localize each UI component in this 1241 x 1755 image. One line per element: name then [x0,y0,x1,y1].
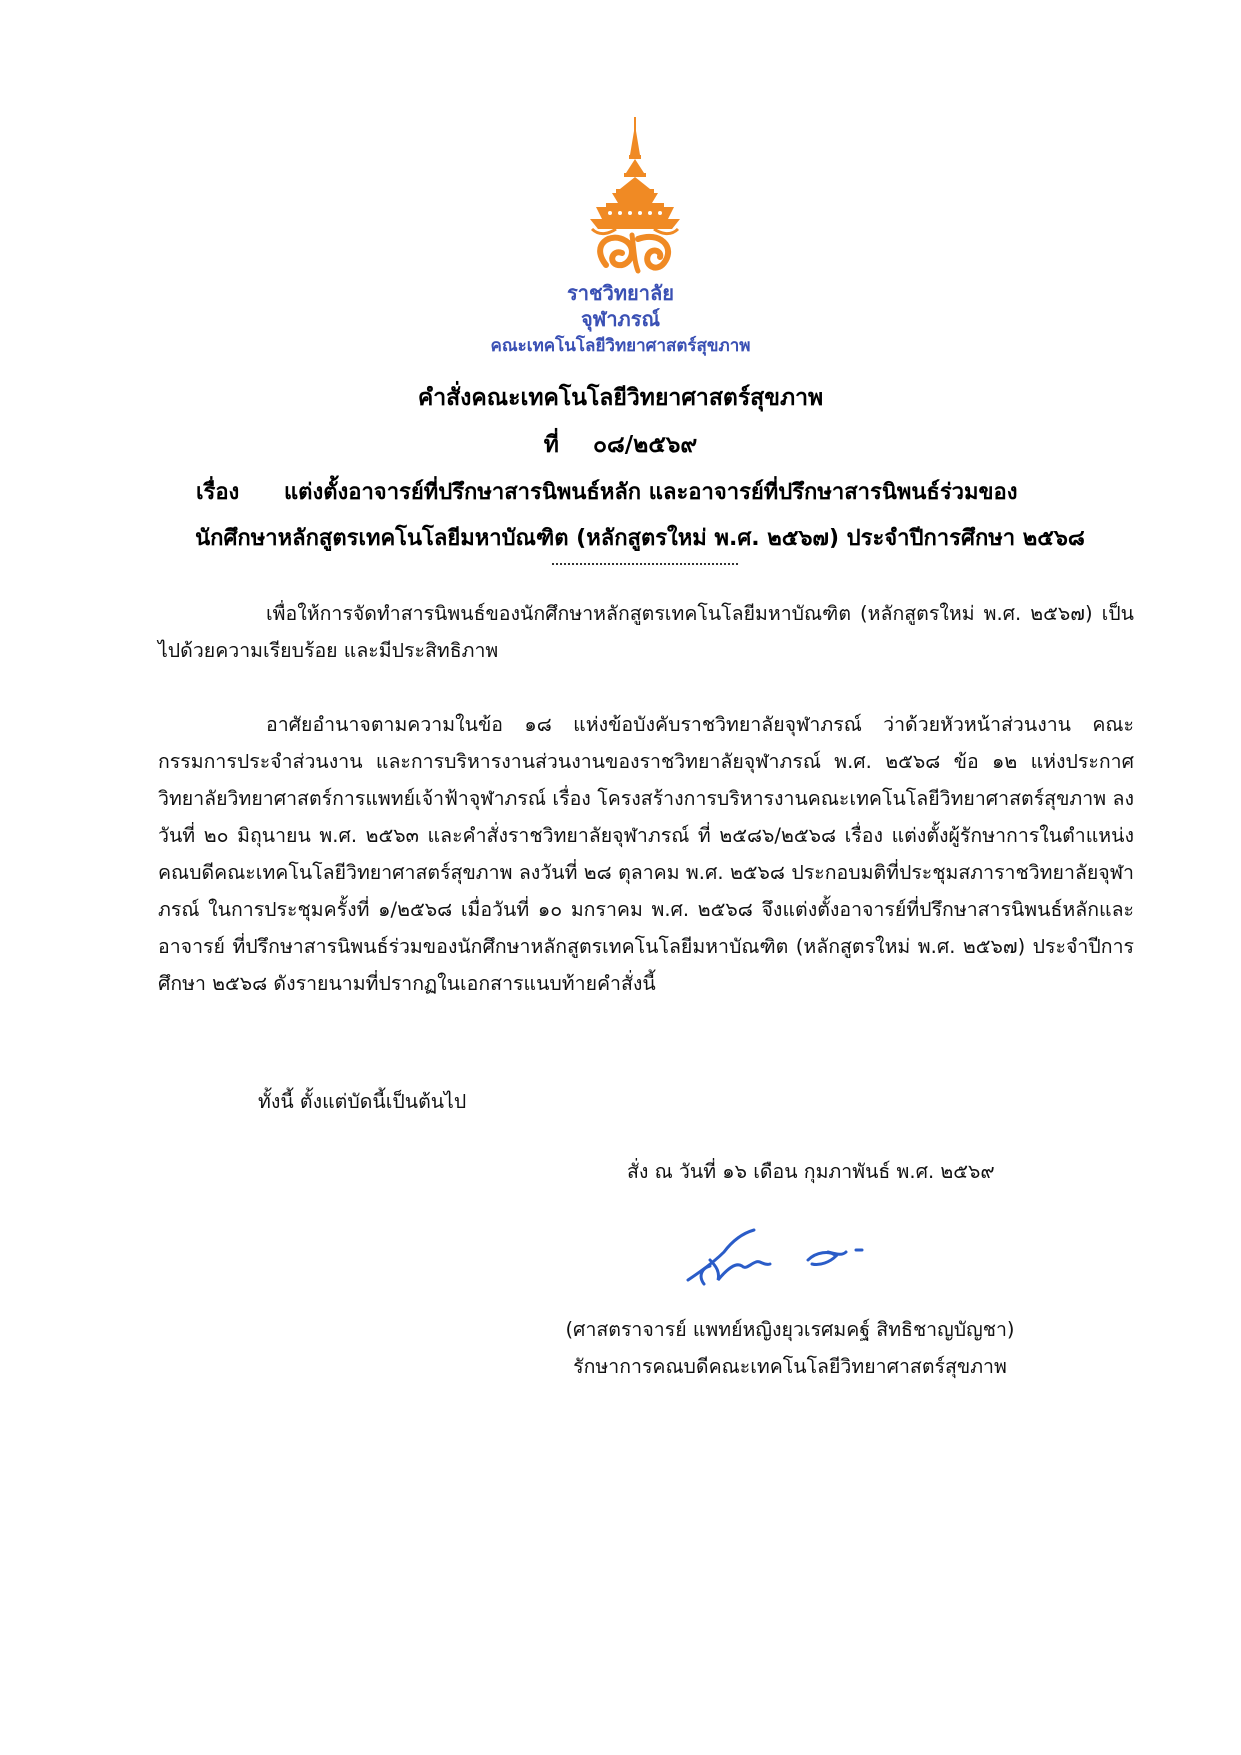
signer-name: (ศาสตราจารย์ แพทย์หญิงยุวเรศมคฐ์ สิทธิชาญบัญชา) [565,1318,1015,1341]
subject-line-1 [160,470,1120,516]
logo-text-line2: จุฬาภรณ์ [580,307,661,331]
subject-label: เรื่อง [196,480,240,505]
body-paragraph-2 [158,706,1134,1002]
document-number [0,427,1241,463]
logo-text-line1: ราชวิทยาลัย [567,281,674,305]
college-emblem-logo [560,115,710,415]
paragraph-3-text: ทั้งนี้ ตั้งแต่บัดนี้เป็นต้นไป [258,1090,467,1113]
dotted-divider [552,563,738,565]
signature-icon [680,1222,880,1292]
subject-text-1: แต่งตั้งอาจารย์ที่ปรึกษาสารนิพนธ์หลัก และอาจารย์ที่ปรึกษาสารนิพนธ์ร่วมของ [284,480,1018,505]
order-date: สั่ง ณ วันที่ ๑๖ เดือน กุมภาพันธ์ พ.ศ. ๒๕๖๙ [627,1160,995,1183]
document-number-value: ๐๘/๒๕๖๙ [592,432,698,458]
handwritten-signature [680,1222,880,1292]
document-number-label: ที่ [543,432,559,458]
subject-line-2: นักศึกษาหลักสูตรเทคโนโลยีมหาบัณฑิต (หลักสูตรใหม่ พ.ศ. ๒๕๖๗) ประจำปีการศึกษา ๒๕๖๘ [195,526,1085,551]
paragraph-2-text: อาศัยอำนาจตามความในข้อ ๑๘ แห่งข้อบังคับราชวิทยาลัยจุฬาภรณ์ ว่าด้วยหัวหน้าส่วนงาน คณะกรรมการประจำส่วนงาน และการบริหารงานส่วนงานของราชวิทยาลัยจุฬาภรณ์ พ.ศ. ๒๕๖๘ ข้อ ๑๒ แห่งประกาศวิทยาลัยวิทยาศาสตร์การแพทย์เจ้าฟ้าจุฬาภรณ์ เรื่อง โครงสร้างการบริหารงานคณะเทคโนโลยีวิทยาศาสตร์สุขภาพ ลงวันที่ ๒๐ มิถุนายน พ.ศ. ๒๕๖๓ และคำสั่งราชวิทยาลัยจุฬาภรณ์ ที่ ๒๕๘๖/๒๕๖๘ เรื่อง แต่งตั้งผู้รักษาการในตำแหน่งคณบดีคณะเทคโนโลยีวิทยาศาสตร์สุขภาพ ลงวันที่ ๒๘ ตุลาคม พ.ศ. ๒๕๖๘ ประกอบมติที่ประชุมสภาราชวิทยาลัยจุฬาภรณ์ ในการประชุมครั้งที่ ๑/๒๕๖๘ เมื่อวันที่ ๑๐ มกราคม พ.ศ. ๒๕๖๘ จึงแต่งตั้งอาจารย์ที่ปรึกษาสารนิพนธ์หลักและอาจารย์ ที่ปรึกษาสารนิพนธ์ร่วมของนักศึกษาหลักสูตรเทคโนโลยีมหาบัณฑิต (หลักสูตรใหม่ พ.ศ. ๒๕๖๗) ประจำปีการศึกษา ๒๕๖๘ ดังรายนามที่ปรากฏในเอกสารแนบท้ายคำสั่งนี้ [158,713,1134,995]
body-paragraph-3 [158,1083,1134,1120]
signer-position: รักษาการคณบดีคณะเทคโนโลยีวิทยาศาสตร์สุขภาพ [573,1355,1007,1378]
document-title: คำสั่งคณะเทคโนโลยีวิทยาศาสตร์สุขภาพ [417,385,824,411]
paragraph-1-text: เพื่อให้การจัดทำสารนิพนธ์ของนักศึกษาหลักสูตรเทคโนโลยีมหาบัณฑิต (หลักสูตรใหม่ พ.ศ. ๒๕๖๗) เป็นไปด้วยความเรียบร้อย และมีประสิทธิภาพ [158,602,1134,662]
logo-text-line3: คณะเทคโนโลยีวิทยาศาสตร์สุขภาพ [490,336,751,356]
emblem-icon [560,115,710,275]
body-paragraph-1 [158,595,1134,669]
